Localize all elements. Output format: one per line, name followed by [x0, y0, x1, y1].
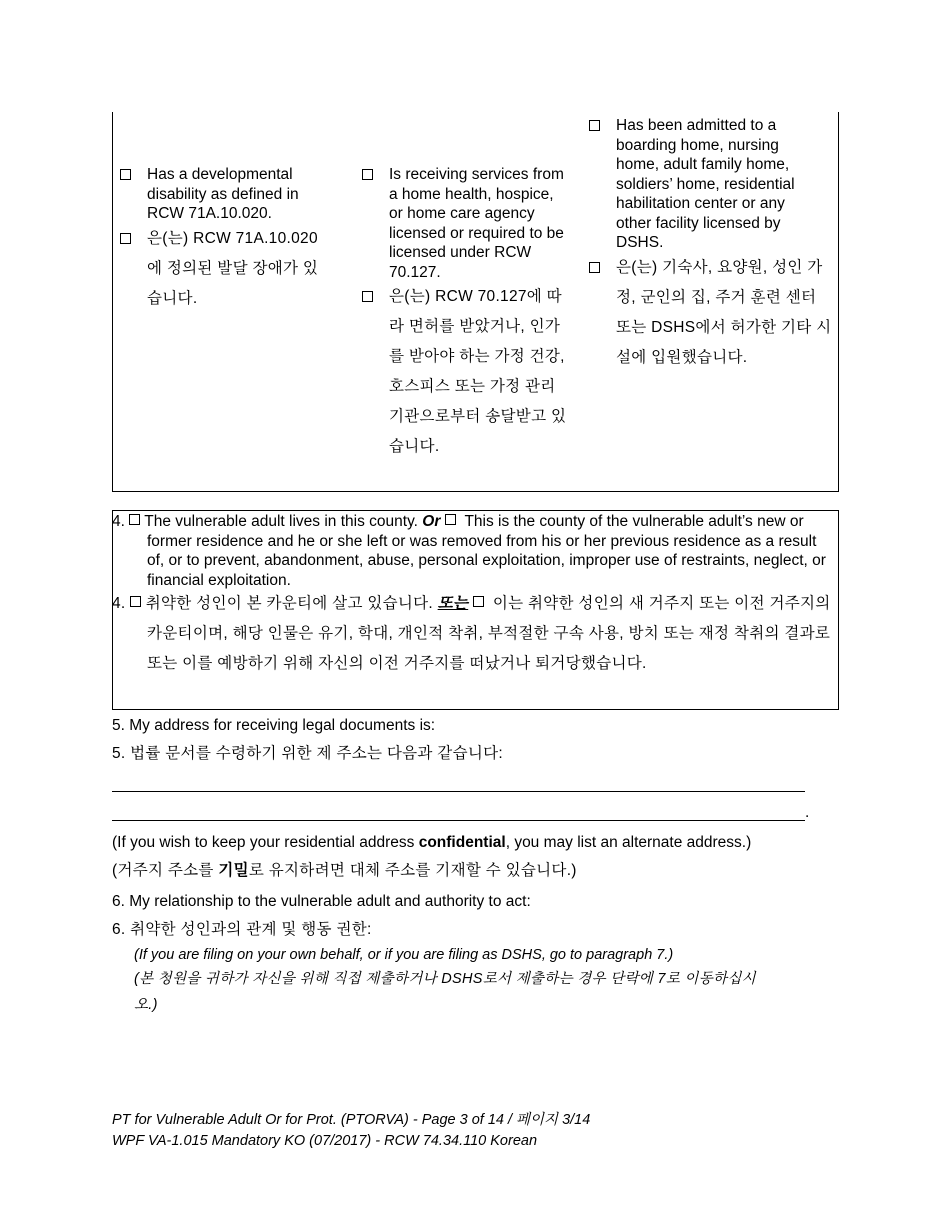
confidential-note-kr-post: 로 유지하려면 대체 주소를 기재할 수 있습니다.)	[248, 862, 577, 879]
relationship-note-kr: (본 청원을 귀하가 자신을 위해 직접 제출하거나 DSHS로서 제출하는 경우 단락에 7로 이동하십시오.)	[134, 971, 756, 1013]
confidential-note-en-pre: (If you wish to keep your residential address	[112, 834, 419, 851]
section-4-number-kr: 4.	[112, 595, 126, 612]
developmental-disability-kr-checkbox[interactable]	[120, 233, 131, 244]
lives-in-county-kr-checkbox[interactable]	[130, 596, 141, 607]
home-health-en: Is receiving services from a home health, hospice, or home care agency licensed or required to be licensed under RCW 70.127.	[389, 166, 564, 281]
facility-admitted-kr: 은(는) 기숙사, 요양원, 성인 가정, 군인의 집, 주거 훈련 센터 또는 DSHS에서 허가한 기타 시설에 입원했습니다.	[616, 258, 832, 366]
table-column-3	[589, 116, 834, 373]
confidential-note-kr-pre: (거주지 주소를	[112, 862, 219, 879]
county-statement-en-cont	[147, 512, 837, 590]
confidential-keyword-kr: 기밀	[218, 862, 249, 879]
confidential-note-en-post: , you may list an alternate address.)	[505, 834, 752, 851]
relationship-heading-kr: 6. 취약한 성인과의 관계 및 행동 권한:	[112, 921, 372, 938]
address-line-1[interactable]	[112, 791, 805, 792]
developmental-disability-kr: 은(는) RCW 71A.10.020에 정의된 발달 장애가 있습니다.	[147, 229, 319, 307]
developmental-disability-en: Has a developmental disability as defined in RCW 71A.10.020.	[147, 166, 299, 222]
facility-admitted-kr-checkbox[interactable]	[589, 262, 600, 273]
lives-in-county-kr-text: 취약한 성인이 본 카운티에 살고 있습니다.	[145, 595, 434, 612]
address-line-2[interactable]	[112, 820, 805, 821]
section-4-number: 4.	[112, 513, 125, 530]
or-label-kr: 또는	[437, 595, 469, 612]
home-health-checkbox[interactable]	[362, 169, 373, 180]
former-residence-text: This is the county of the vulnerable adult’s new or former residence and he or she left or was removed from his or her previous residence as a result of, or to prevent, abandonment, abuse, personal exploitation, improper use of restraints, neglect, or financial exploitation.	[147, 513, 826, 589]
relationship-note-en: (If you are filing on your own behalf, or if you are filing as DSHS, go to paragraph 7.)	[134, 947, 674, 963]
address-line-period: .	[805, 804, 810, 821]
relationship-heading-en: 6. My relationship to the vulnerable adult and authority to act:	[112, 893, 531, 910]
home-health-kr: 은(는) RCW 70.127에 따라 면허를 받았거나, 인가를 받아야 하는 가정 건강, 호스피스 또는 가정 관리 기관으로부터 송달받고 있습니다.	[389, 288, 567, 455]
confidential-keyword: confidential	[418, 834, 506, 851]
address-heading-en: 5. My address for receiving legal documents is:	[112, 717, 436, 734]
footer-line-1: PT for Vulnerable Adult Or for Prot. (PTORVA) - Page 3 of 14 / 페이지 3/14	[112, 1112, 591, 1128]
or-label-en: Or	[422, 513, 441, 530]
facility-admitted-checkbox[interactable]	[589, 120, 600, 131]
table-column-1	[120, 165, 345, 314]
address-heading-kr: 5. 법률 문서를 수령하기 위한 제 주소는 다음과 같습니다:	[112, 745, 503, 762]
table-column-2	[362, 165, 572, 462]
facility-admitted-en: Has been admitted to a boarding home, nursing home, adult family home, soldiers’ home, residential habilitation center or any other facility licensed by DSHS.	[616, 117, 795, 251]
footer-line-2: WPF VA-1.015 Mandatory KO (07/2017) - RCW 74.34.110 Korean	[112, 1133, 538, 1149]
confidential-note-kr	[112, 858, 832, 880]
developmental-disability-checkbox[interactable]	[120, 169, 131, 180]
confidential-note-en	[112, 834, 832, 852]
home-health-kr-checkbox[interactable]	[362, 291, 373, 302]
footer	[112, 1110, 812, 1152]
lives-in-county-text: The vulnerable adult lives in this county.	[144, 513, 418, 530]
lives-in-county-checkbox[interactable]	[129, 514, 140, 525]
county-statement-kr-cont	[147, 589, 832, 679]
former-residence-kr-text: 이는 취약한 성인의 새 거주지 또는 이전 거주지의 카운티이며, 해당 인물은 유기, 학대, 개인적 착취, 부적절한 구속 사용, 방치 또는 재정 착취의 결과로 또는 이를 예방하기 위해 자신의 이전 거주지를 떠났거나 퇴거당했습니다.	[147, 595, 831, 672]
